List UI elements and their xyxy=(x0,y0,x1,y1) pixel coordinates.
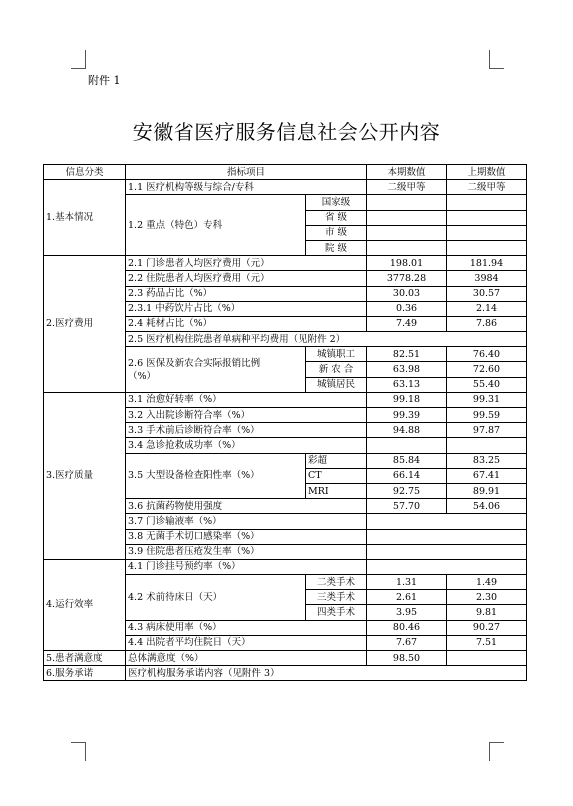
previous-value xyxy=(447,651,527,666)
previous-value: 二级甲等 xyxy=(447,180,527,195)
current-value xyxy=(367,240,447,255)
previous-value: 181.94 xyxy=(447,256,527,271)
category-basic: 1.基本情况 xyxy=(44,180,126,256)
value-cell xyxy=(367,559,527,574)
previous-value: 7.51 xyxy=(447,635,527,650)
item-cell: 1.2 重点（特色）专科 xyxy=(126,195,306,256)
previous-value: 2.14 xyxy=(447,301,527,316)
current-value xyxy=(367,225,447,240)
previous-value xyxy=(447,438,527,453)
previous-value xyxy=(447,195,527,210)
crop-mark-bottom-left xyxy=(71,742,86,761)
item-cell: 3.6 抗菌药物使用强度 xyxy=(126,499,367,514)
item-line: 2.6 医保及新农合实际报销比例 xyxy=(128,357,261,369)
item-cell: 3.5 大型设备检查阳性率（%） xyxy=(126,453,306,499)
table-header-row xyxy=(44,165,527,180)
previous-value xyxy=(447,225,527,240)
previous-value: 76.40 xyxy=(447,347,527,362)
current-value: 2.61 xyxy=(367,590,447,605)
item-cell: 医疗机构服务承诺内容（见附件 3） xyxy=(126,666,527,681)
previous-value: 9.81 xyxy=(447,605,527,620)
item-cell: 2.3 药品占比（%） xyxy=(126,286,367,301)
crop-mark-top-left xyxy=(71,50,86,69)
table-row xyxy=(44,180,527,195)
current-value: 85.84 xyxy=(367,453,447,468)
item-cell: 3.8 无菌手术切口感染率（%） xyxy=(126,529,367,544)
item-cell: 3.7 门诊输液率（%） xyxy=(126,514,367,529)
item-cell xyxy=(126,347,306,393)
previous-value: 1.49 xyxy=(447,575,527,590)
previous-value: 99.59 xyxy=(447,408,527,423)
table-row xyxy=(44,256,527,271)
current-value: 82.51 xyxy=(367,347,447,362)
value-cell xyxy=(367,529,527,544)
previous-value: 54.06 xyxy=(447,499,527,514)
previous-value: 67.41 xyxy=(447,468,527,483)
item-cell: 3.2 入出院诊断符合率（%） xyxy=(126,408,367,423)
item-cell: 3.9 住院患者压疮发生率（%） xyxy=(126,544,367,559)
current-value: 57.70 xyxy=(367,499,447,514)
item-cell: 4.2 术前待床日（天） xyxy=(126,575,306,621)
previous-value: 97.87 xyxy=(447,423,527,438)
sub-item-label: 国家级 xyxy=(306,195,367,210)
item-cell: 4.4 出院者平均住院日（天） xyxy=(126,635,367,650)
category-commitment: 6.服务承诺 xyxy=(44,666,126,681)
item-cell: 4.3 病床使用率（%） xyxy=(126,620,367,635)
sub-item-label: 城镇居民 xyxy=(306,377,367,392)
previous-value: 83.25 xyxy=(447,453,527,468)
previous-value: 30.57 xyxy=(447,286,527,301)
previous-value xyxy=(447,240,527,255)
previous-value: 55.40 xyxy=(447,377,527,392)
attachment-label: 附件 1 xyxy=(88,74,121,87)
item-cell: 2.2 住院患者人均医疗费用（元） xyxy=(126,271,367,286)
sub-item-label: 二类手术 xyxy=(306,575,367,590)
category-satisfaction: 5.患者满意度 xyxy=(44,651,126,666)
current-value xyxy=(367,195,447,210)
sub-item-label: 彩超 xyxy=(306,453,367,468)
table-row xyxy=(44,651,527,666)
crop-mark-top-right xyxy=(489,50,504,69)
current-value: 1.31 xyxy=(367,575,447,590)
previous-value: 3984 xyxy=(447,271,527,286)
table-row xyxy=(44,559,527,574)
current-value: 80.46 xyxy=(367,620,447,635)
current-value xyxy=(367,210,447,225)
current-value: 30.03 xyxy=(367,286,447,301)
item-line: （%） xyxy=(128,370,157,382)
item-cell: 2.4 耗材占比（%） xyxy=(126,316,367,331)
previous-value: 2.30 xyxy=(447,590,527,605)
current-value: 98.50 xyxy=(367,651,447,666)
previous-value: 99.31 xyxy=(447,392,527,407)
current-value: 3778.28 xyxy=(367,271,447,286)
item-cell: 3.1 治愈好转率（%） xyxy=(126,392,367,407)
crop-mark-bottom-right xyxy=(489,742,504,761)
current-value: 3.95 xyxy=(367,605,447,620)
current-value: 63.13 xyxy=(367,377,447,392)
current-value: 94.88 xyxy=(367,423,447,438)
current-value: 二级甲等 xyxy=(367,180,447,195)
current-value: 7.67 xyxy=(367,635,447,650)
table-row xyxy=(44,666,527,681)
sub-item-label: 城镇职工 xyxy=(306,347,367,362)
header-item: 指标项目 xyxy=(126,165,367,180)
value-cell xyxy=(367,514,527,529)
sub-item-label: MRI xyxy=(306,483,367,498)
item-cell: 1.1 医疗机构等级与综合/专科 xyxy=(126,180,367,195)
category-quality: 3.医疗质量 xyxy=(44,392,126,559)
previous-value: 90.27 xyxy=(447,620,527,635)
item-cell: 2.3.1 中药饮片占比（%） xyxy=(126,301,367,316)
category-cost: 2.医疗费用 xyxy=(44,256,126,393)
item-cell: 3.3 手术前后诊断符合率（%） xyxy=(126,423,367,438)
sub-item-label: 市 级 xyxy=(306,225,367,240)
header-previous: 上期数值 xyxy=(447,165,527,180)
previous-value: 72.60 xyxy=(447,362,527,377)
item-cell: 3.4 急诊抢救成功率（%） xyxy=(126,438,367,453)
value-cell xyxy=(367,544,527,559)
current-value: 7.49 xyxy=(367,316,447,331)
current-value: 0.36 xyxy=(367,301,447,316)
item-cell: 总体满意度（%） xyxy=(126,651,367,666)
previous-value: 7.86 xyxy=(447,316,527,331)
current-value: 63.98 xyxy=(367,362,447,377)
current-value xyxy=(367,438,447,453)
current-value: 198.01 xyxy=(367,256,447,271)
sub-item-label: 四类手术 xyxy=(306,605,367,620)
previous-value: 89.91 xyxy=(447,483,527,498)
sub-item-label: CT xyxy=(306,468,367,483)
current-value: 99.39 xyxy=(367,408,447,423)
document-title: 安徽省医疗服务信息社会公开内容 xyxy=(132,120,441,144)
category-efficiency: 4.运行效率 xyxy=(44,559,126,650)
table-row xyxy=(44,392,527,407)
sub-item-label: 省 级 xyxy=(306,210,367,225)
current-value: 92.75 xyxy=(367,483,447,498)
item-cell: 4.1 门诊挂号预约率（%） xyxy=(126,559,367,574)
info-table xyxy=(43,164,527,681)
current-value: 66.14 xyxy=(367,468,447,483)
current-value: 99.18 xyxy=(367,392,447,407)
header-current: 本期数值 xyxy=(367,165,447,180)
sub-item-label: 院 级 xyxy=(306,240,367,255)
item-cell: 2.5 医疗机构住院患者单病种平均费用（见附件 2） xyxy=(126,332,527,347)
sub-item-label: 新 农 合 xyxy=(306,362,367,377)
header-category: 信息分类 xyxy=(44,165,126,180)
sub-item-label: 三类手术 xyxy=(306,590,367,605)
previous-value xyxy=(447,210,527,225)
item-cell: 2.1 门诊患者人均医疗费用（元） xyxy=(126,256,367,271)
